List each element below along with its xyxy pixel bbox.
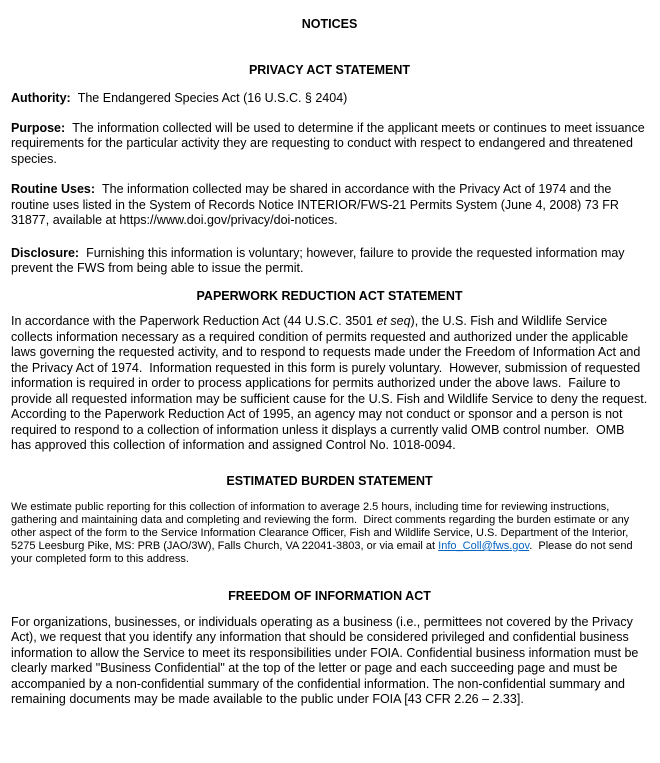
et-seq-italic: et seq xyxy=(376,314,411,328)
disclosure-label: Disclosure: xyxy=(11,245,80,260)
foia-text: For organizations, businesses, or individuals operating as a business (i.e., permittees not covered by the Privacy Act), we request that you identify any information that should be considered privileged and confidential business information to allow the Service to meet its responsibilities under FOIA. Confidential business information must be clearly marked "Business Confidential" at the top of the letter or page and each succeeding page and must be accompanied by a non-confidential summary of the confidential information. The non-confidential summary and remaining documents may be made available to the public under FOIA [43 CFR 2.26 – 2.33]. xyxy=(11,614,642,706)
burden-text-after-link: . Please do not send your completed form to this address. xyxy=(11,540,636,565)
foia-heading: FREEDOM OF INFORMATION ACT xyxy=(228,589,431,603)
privacy-act-heading: PRIVACY ACT STATEMENT xyxy=(248,62,411,77)
purpose-label: Purpose: xyxy=(11,120,66,135)
routine-uses-text: The information collected may be shared in accordance with the Privacy Act of 1974 and the routine uses listed in the System of Records Notice INTERIOR/FWS-21 Permits System (June 4, 2008) 73 FR 31877, available at https://www.doi.gov/privacy/doi-notices. xyxy=(11,182,623,227)
page-title: NOTICES xyxy=(301,17,358,31)
authority-text: The Endangered Species Act (16 U.S.C. § 2404) xyxy=(77,91,348,105)
disclosure-text: Furnishing this information is voluntary; however, failure to provide the requested information may prevent the FWS from being able to issue the permit. xyxy=(11,245,629,275)
foia-paragraph xyxy=(11,615,648,708)
disclosure-paragraph xyxy=(11,246,648,277)
paperwork-reduction-heading: PAPERWORK REDUCTION ACT STATEMENT xyxy=(196,288,463,303)
routine-uses-paragraph xyxy=(11,182,648,229)
burden-paragraph xyxy=(11,501,648,566)
routine-uses-label: Routine Uses: xyxy=(11,182,96,196)
notices-document xyxy=(0,17,660,708)
burden-text-before-link: We estimate public reporting for this collection of information to average 2.5 hours, including time for reviewing instructions, gathering and maintaining data and completing and reviewing the form. Direct comments regarding the burden estimate or any other aspect of the form to the Service Information Clearance Officer, Fish and Wildlife Service, U.S. Department of the Interior, 5275 Leesburg Pike, MS: PRB (JAO/3W), Falls Church, VA 22041-3803, or via email at xyxy=(11,501,633,552)
purpose-text: The information collected will be used to determine if the applicant meets or continues to meet issuance requirements for the particular activity they are requesting to conduct with respect to endangered and threatened species. xyxy=(11,120,649,166)
authority-label: Authority: xyxy=(11,91,71,105)
paperwork-paragraph xyxy=(11,314,654,454)
authority-paragraph xyxy=(11,91,648,107)
purpose-paragraph xyxy=(11,121,648,168)
email-link[interactable]: Info_Coll@fws.gov xyxy=(438,540,530,552)
paperwork-text-before-italic: In accordance with the Paperwork Reduction Act (44 U.S.C. 3501 xyxy=(11,314,377,328)
paperwork-text-after-italic: ), the U.S. Fish and Wildlife Service collects information necessary as a required condition of permits requested and authorized under the applicable laws governing the requested activity, and to respond to requests made under the Freedom of Information Act and the Privacy Act of 1974. Information requested in this form is purely voluntary. However, submission of requested information is required in order to process applications for permits authorized under the above laws. Failure to provide all requested information may be sufficient cause for the U.S. Fish and Wildlife Service to deny the request. According to the Paperwork Reduction Act of 1995, an agency may not conduct or sponsor and a person is not required to respond to a collection of information unless it displays a currently valid OMB control number. OMB has approved this collection of information and assigned Control No. 1018-0094. xyxy=(11,314,654,452)
estimated-burden-heading: ESTIMATED BURDEN STATEMENT xyxy=(226,473,433,488)
